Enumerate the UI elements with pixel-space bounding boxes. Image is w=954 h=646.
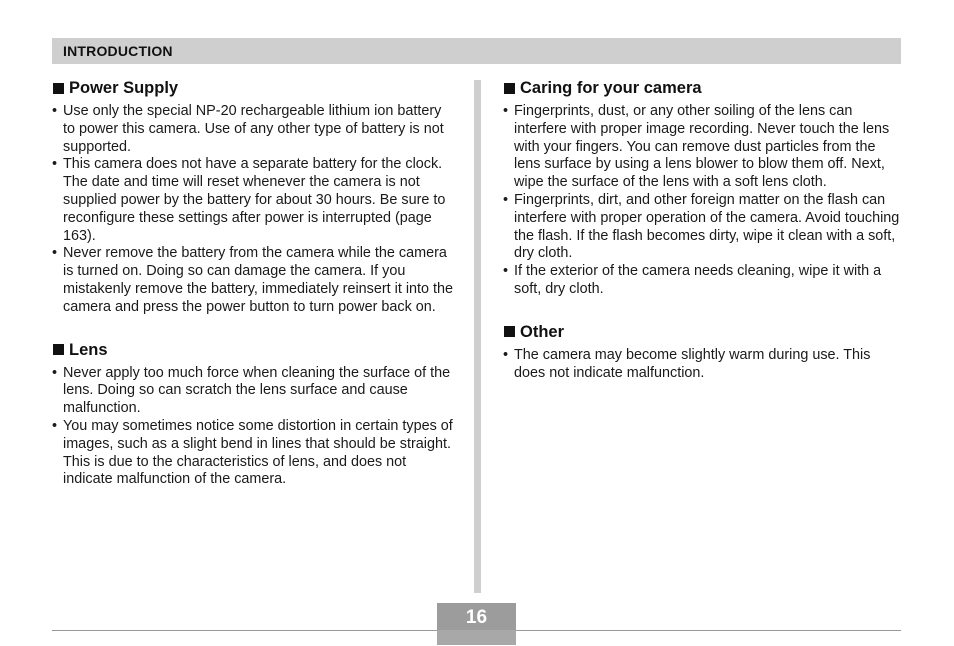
bullet-text: You may sometimes notice some distortion in certain types of images, such as a slight bend in lines that should be straight. This is due to the characteristics of lens, and does not indicate malfunction of the camera.	[63, 417, 453, 488]
section-header-label: INTRODUCTION	[63, 43, 173, 59]
page-number-tab	[437, 603, 516, 645]
bullet-text: The camera may become slightly warm during use. This does not indicate malfunction.	[514, 346, 871, 381]
section-title	[503, 321, 903, 343]
section-title	[52, 339, 454, 361]
bullet-list	[503, 347, 903, 383]
section-title-text: Other	[520, 322, 565, 341]
bullet-dot-icon: •	[52, 245, 58, 262]
black-square-icon	[53, 83, 64, 94]
bullet-text: Fingerprints, dust, or any other soiling of the lens can interfere with proper image recording. Never touch the lens with your fingers. You can remove dust particles from the lens surface by using a lens blower to blow them off. Next, wipe the surface of the lens with a soft lens cloth.	[514, 103, 890, 191]
bullet-item	[52, 103, 454, 156]
section-lens	[52, 339, 454, 490]
page-number: 16	[465, 607, 488, 628]
bullet-item	[52, 245, 454, 316]
black-square-icon	[504, 83, 515, 94]
bullet-item	[503, 192, 903, 263]
bullet-dot-icon: •	[503, 346, 509, 363]
bullet-text: Fingerprints, dirt, and other foreign matter on the flash can interfere with proper operation of the camera. Avoid touching the flash. If the flash becomes dirty, wipe it clean with a soft, dry cloth.	[514, 191, 900, 262]
bullet-dot-icon: •	[52, 103, 58, 119]
bullet-text: This camera does not have a separate battery for the clock. The date and time will reset whenever the camera is not supplied power by the battery for about 30 hours. Be sure to reconfigure these settings after power is interrupted (page 163).	[63, 156, 446, 244]
bullet-dot-icon: •	[503, 191, 509, 208]
bullet-dot-icon: •	[52, 364, 58, 381]
bullet-item	[52, 418, 454, 489]
bullet-list	[52, 365, 454, 490]
section-title-text: Power Supply	[69, 79, 179, 97]
bullet-dot-icon: •	[503, 103, 509, 119]
bullet-dot-icon: •	[52, 417, 58, 434]
right-column	[503, 77, 903, 404]
section-header-bar	[52, 38, 901, 64]
bullet-dot-icon: •	[52, 156, 58, 173]
black-square-icon	[53, 344, 64, 355]
bullet-text: Never apply too much force when cleaning the surface of the lens. Doing so can scratch the lens surface and cause malfunction.	[63, 364, 451, 417]
section-title-text: Caring for your camera	[520, 79, 702, 97]
bullet-item	[503, 263, 903, 299]
section-title	[503, 77, 903, 99]
bullet-dot-icon: •	[503, 263, 509, 280]
bullet-text: Use only the special NP-20 rechargeable lithium ion battery to power this camera. Use of any other type of battery is not supported.	[63, 103, 444, 155]
section-title	[52, 77, 454, 99]
bullet-text: If the exterior of the camera needs cleaning, wipe it with a soft, dry cloth.	[514, 263, 882, 297]
section-power-supply	[52, 77, 454, 317]
bullet-list	[52, 103, 454, 317]
column-divider	[474, 80, 481, 593]
black-square-icon	[504, 326, 515, 337]
section-other	[503, 321, 903, 383]
section-title-text: Lens	[69, 340, 108, 359]
bullet-item	[52, 156, 454, 245]
left-column	[52, 77, 454, 511]
bullet-text: Never remove the battery from the camera while the camera is turned on. Doing so can damage the camera. If you mistakenly remove the battery, immediately reinsert it into the camera and press the power button to turn power back on.	[63, 245, 454, 315]
bullet-item	[503, 347, 903, 383]
section-caring-for-camera	[503, 77, 903, 299]
bullet-item	[503, 103, 903, 192]
bullet-item	[52, 365, 454, 418]
bullet-list	[503, 103, 903, 299]
